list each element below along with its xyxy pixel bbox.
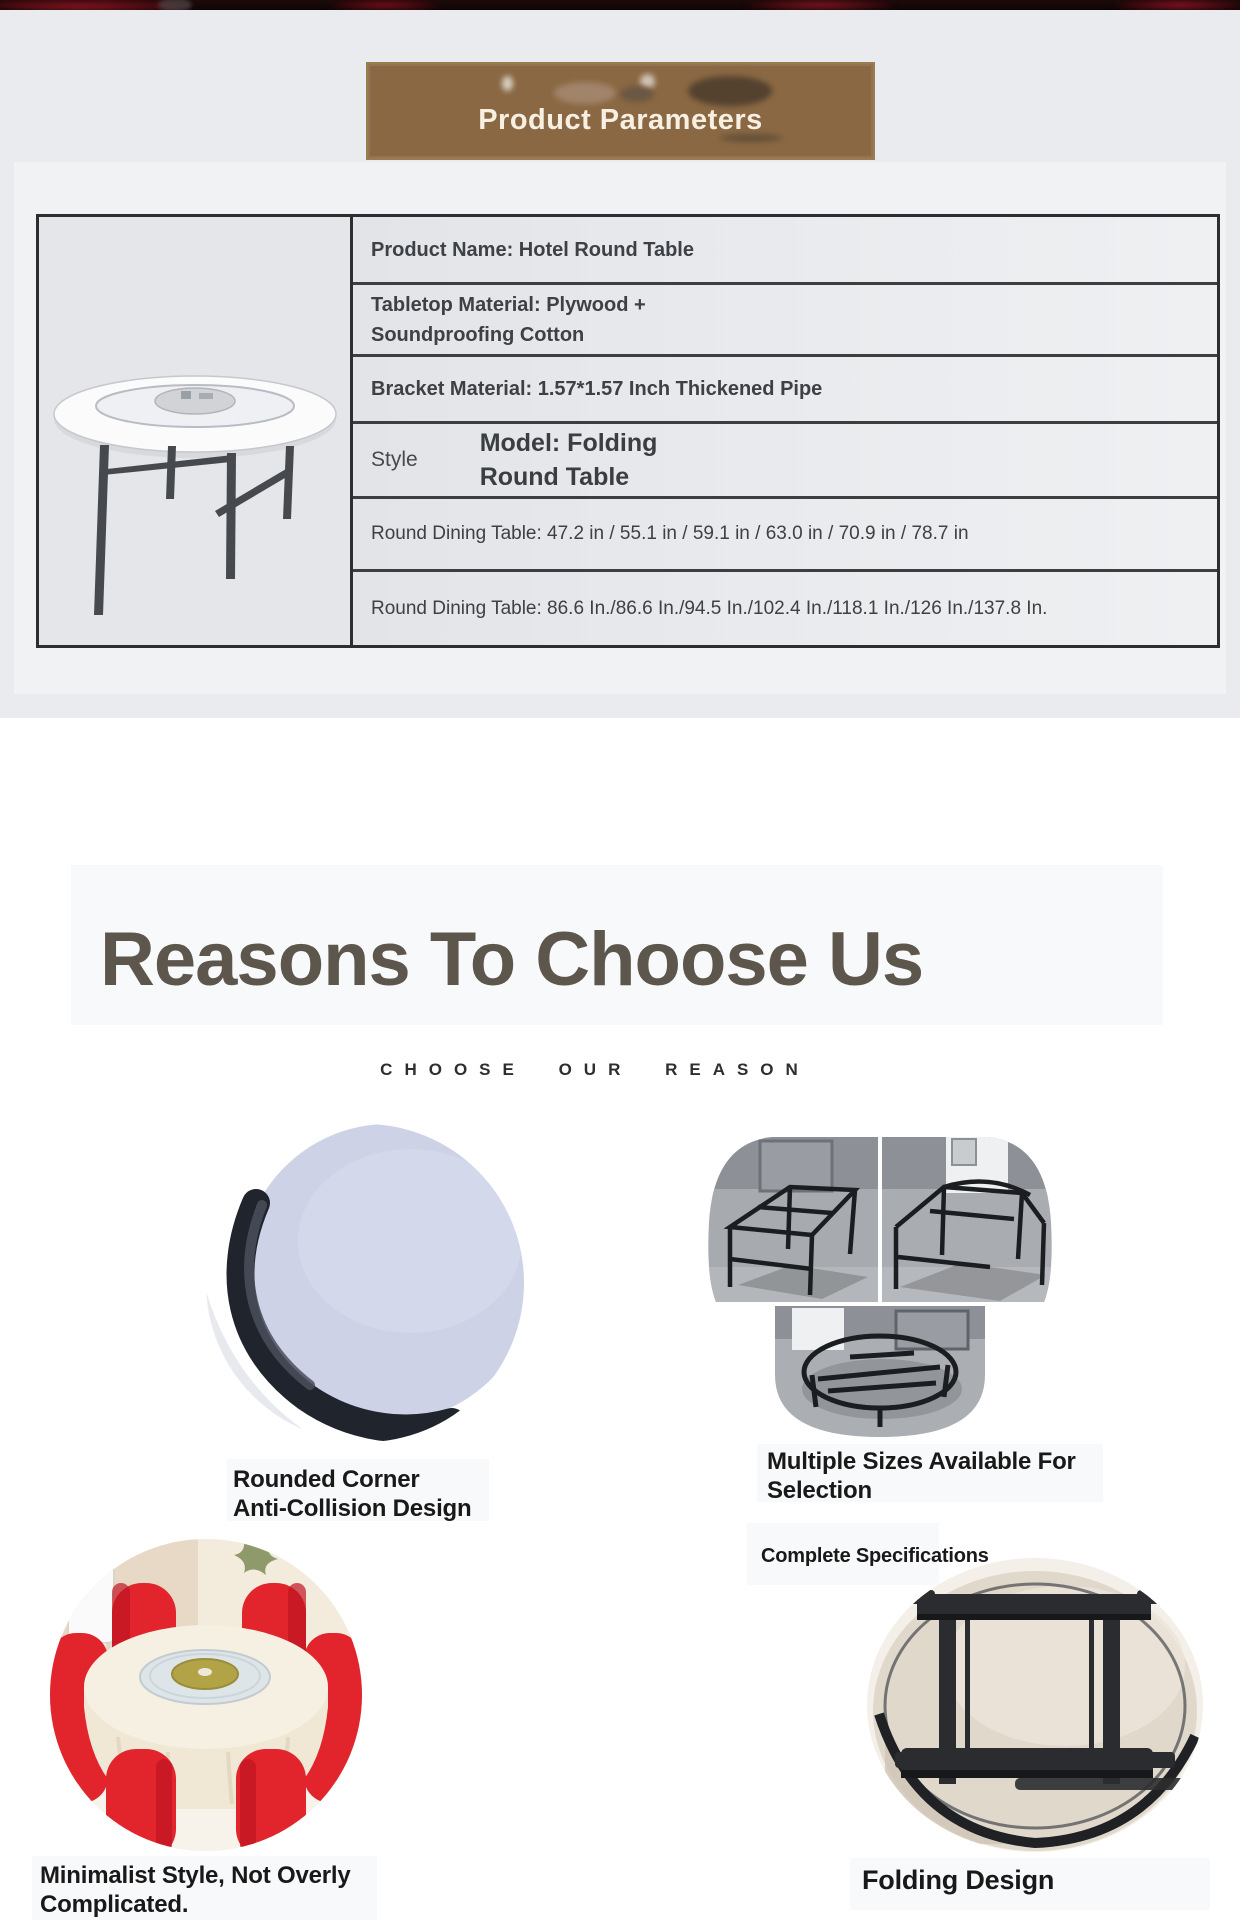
spec-value	[480, 426, 658, 494]
spec-row-diameters-in	[353, 499, 1217, 572]
spec-row-style	[353, 424, 1217, 499]
spec-row-product-name	[353, 217, 1217, 285]
product-parameters-banner	[366, 62, 875, 160]
product-photo	[43, 343, 347, 635]
spec-row-bracket-material	[353, 357, 1217, 424]
red-blob	[745, 0, 895, 10]
red-blob	[1115, 0, 1240, 10]
caption-line: Minimalist Style, Not Overly	[40, 1862, 351, 1889]
reasons-tagline: CHOOSE OUR REASON	[380, 1060, 810, 1079]
parameters-banner-title: Product Parameters	[478, 104, 763, 136]
spec-value: Product Name: Hotel Round Table	[371, 238, 694, 261]
feature-caption-complete-specifications: Complete Specifications	[761, 1545, 989, 1567]
blurred-text-smudge	[554, 82, 616, 104]
feature-caption-minimalist	[40, 1862, 351, 1920]
spec-row-circumference-in	[353, 572, 1217, 645]
feature-caption-folding-design: Folding Design	[862, 1865, 1055, 1895]
caption-line: Anti-Collision Design	[233, 1494, 472, 1522]
spec-value: Tabletop Material: Plywood +	[371, 293, 646, 316]
spec-value: Round Dining Table: 86.6 In./86.6 In./94.5 In./102.4 In./118.1 In./126 In./137.8 In.	[371, 597, 1048, 619]
feature-caption-rounded-corner	[233, 1466, 471, 1524]
red-blob	[330, 0, 440, 10]
spec-label: Style	[371, 448, 418, 471]
spec-table-product-cell	[39, 217, 353, 645]
spec-value: Soundproofing Cotton	[371, 323, 585, 346]
spec-row-tabletop-material	[353, 285, 1217, 357]
spec-table-rows	[353, 217, 1217, 645]
folded-table-underside-photo	[865, 1556, 1205, 1854]
blurred-text-smudge	[502, 76, 513, 91]
spec-table	[36, 214, 1220, 648]
spec-value: Bracket Material: 1.57*1.57 Inch Thickened Pipe	[371, 378, 823, 400]
reasons-title: Reasons To Choose Us	[100, 917, 924, 1002]
feature-caption-multiple-sizes	[767, 1448, 1076, 1506]
blurred-text-smudge	[620, 86, 654, 102]
caption-line: Selection	[767, 1476, 872, 1504]
rounded-corner-photo	[202, 1123, 532, 1445]
blurred-text-smudge	[688, 76, 772, 106]
gray-blur	[158, 0, 192, 10]
top-photo-strip	[0, 0, 1240, 10]
frame-sizes-collage-photo	[700, 1127, 1060, 1439]
spec-value: Round Dining Table: 47.2 in / 55.1 in / 59.1 in / 63.0 in / 70.9 in / 78.7 in	[371, 523, 969, 544]
banquet-table-red-chairs-photo	[48, 1537, 364, 1853]
model-line: Round Table	[479, 463, 630, 491]
product-parameters-section	[0, 10, 1240, 718]
model-line: Model: Folding	[479, 429, 658, 457]
caption-line: Complicated.	[40, 1890, 189, 1918]
caption-line: Multiple Sizes Available For	[767, 1448, 1076, 1475]
caption-line: Rounded Corner	[233, 1466, 420, 1493]
